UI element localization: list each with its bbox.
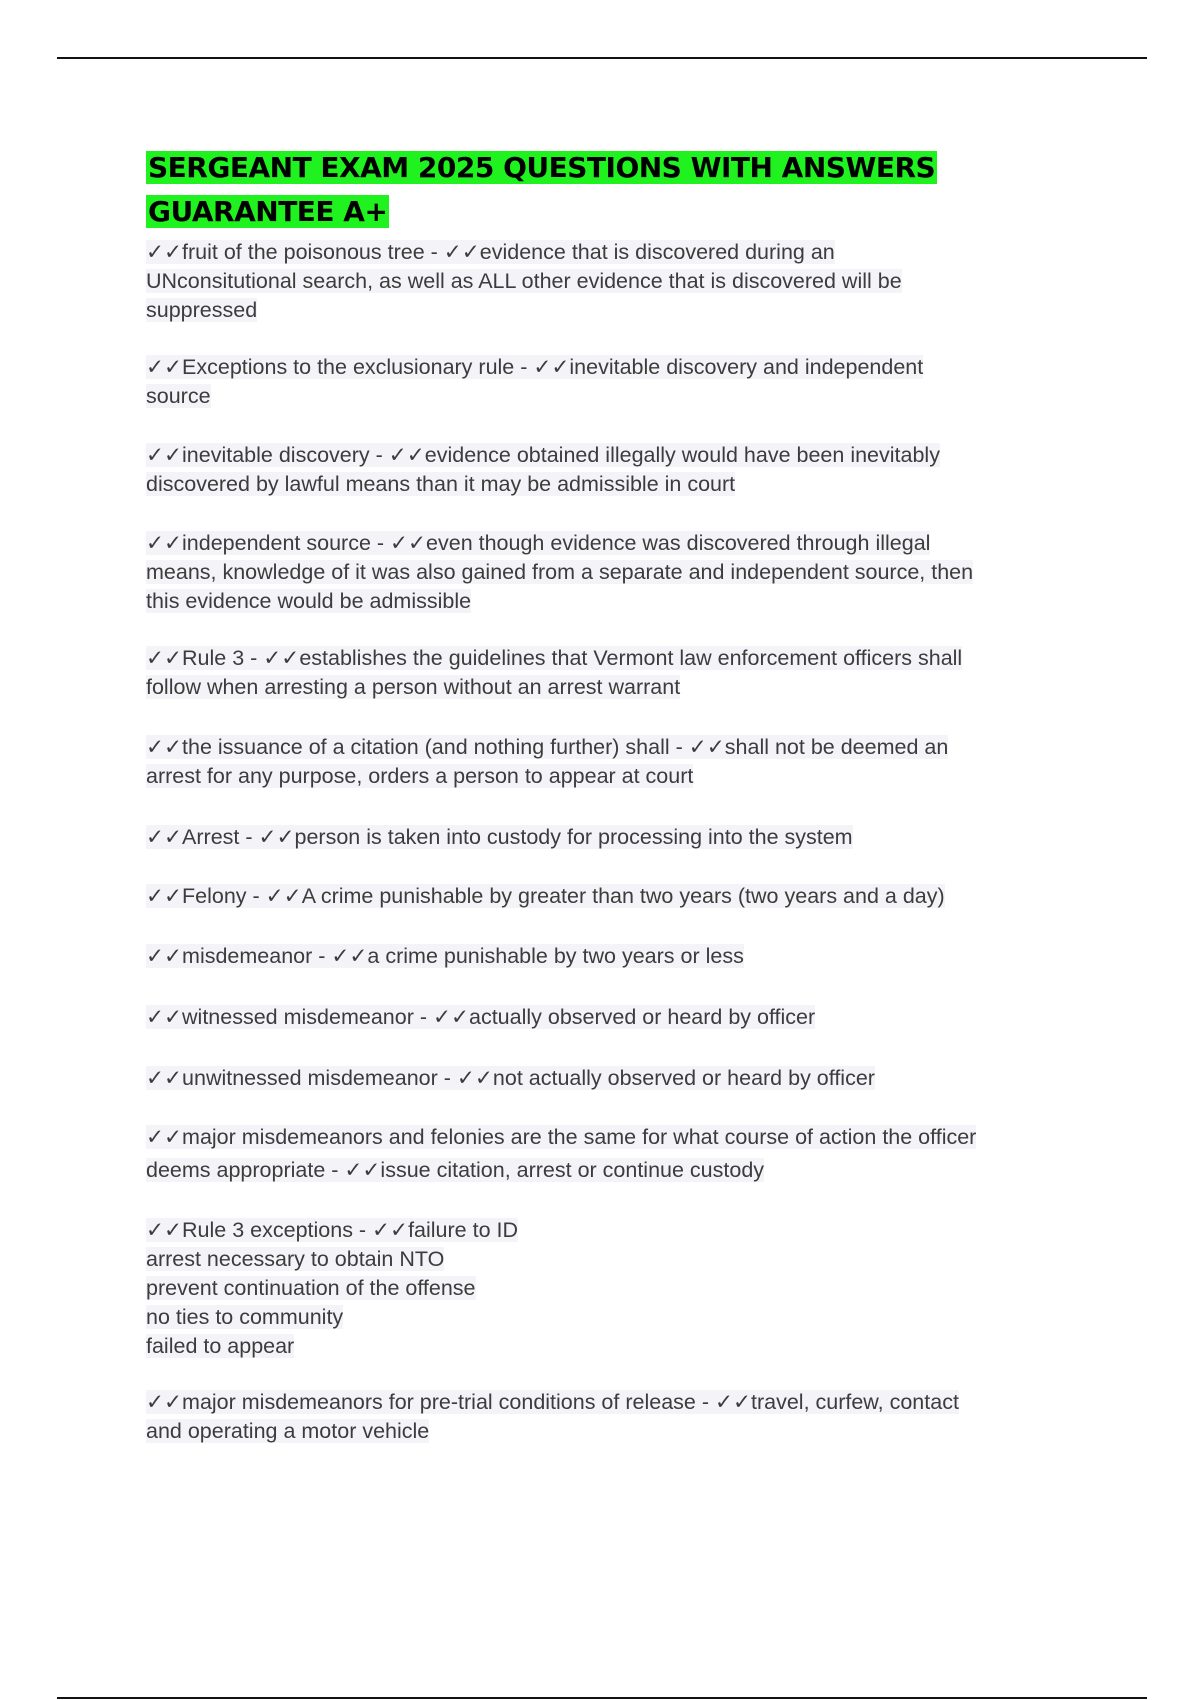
qa-item: ✓✓misdemeanor - ✓✓a crime punishable by two years or less <box>146 944 744 968</box>
qa-item: ✓✓independent source - ✓✓even though evidence was discovered through illegal means, knowledge of it was also gained from a separate and independent source, then this evidence would be admissible <box>146 531 974 613</box>
qa-item: ✓✓the issuance of a citation (and nothing further) shall - ✓✓shall not be deemed an arrest for any purpose, orders a person to appear at court <box>146 735 949 788</box>
top-rule <box>57 57 1147 59</box>
qa-item: ✓✓Felony - ✓✓A crime punishable by greater than two years (two years and a day) <box>146 884 945 908</box>
qa-item: ✓✓Rule 3 exceptions - ✓✓failure to ID arrest necessary to obtain NTO prevent continuation of the offense no ties to community failed to appear <box>146 1218 519 1358</box>
qa-item: ✓✓major misdemeanors and felonies are the same for what course of action the officer deems appropriate - ✓✓issue citation, arrest or continue custody <box>146 1125 977 1182</box>
qa-item: ✓✓Arrest - ✓✓person is taken into custody for processing into the system <box>146 825 853 849</box>
qa-item: ✓✓witnessed misdemeanor - ✓✓actually observed or heard by officer <box>146 1005 816 1029</box>
qa-item: ✓✓fruit of the poisonous tree - ✓✓evidence that is discovered during an UNconsitutional search, as well as ALL other evidence that is discovered will be suppressed <box>146 240 902 322</box>
qa-item: ✓✓unwitnessed misdemeanor - ✓✓not actually observed or heard by officer <box>146 1066 875 1090</box>
qa-item: ✓✓Exceptions to the exclusionary rule - ✓✓inevitable discovery and independent source <box>146 355 924 408</box>
qa-item: ✓✓inevitable discovery - ✓✓evidence obtained illegally would have been inevitably discovered by lawful means than it may be admissible in court <box>146 443 940 496</box>
document-title: SERGEANT EXAM 2025 QUESTIONS WITH ANSWERS GUARANTEE A+ <box>148 151 936 228</box>
qa-item: ✓✓major misdemeanors for pre-trial conditions of release - ✓✓travel, curfew, contact and operating a motor vehicle <box>146 1390 959 1443</box>
qa-item: ✓✓Rule 3 - ✓✓establishes the guidelines that Vermont law enforcement officers shall follow when arresting a person without an arrest warrant <box>146 646 963 699</box>
bottom-rule <box>57 1697 1147 1699</box>
